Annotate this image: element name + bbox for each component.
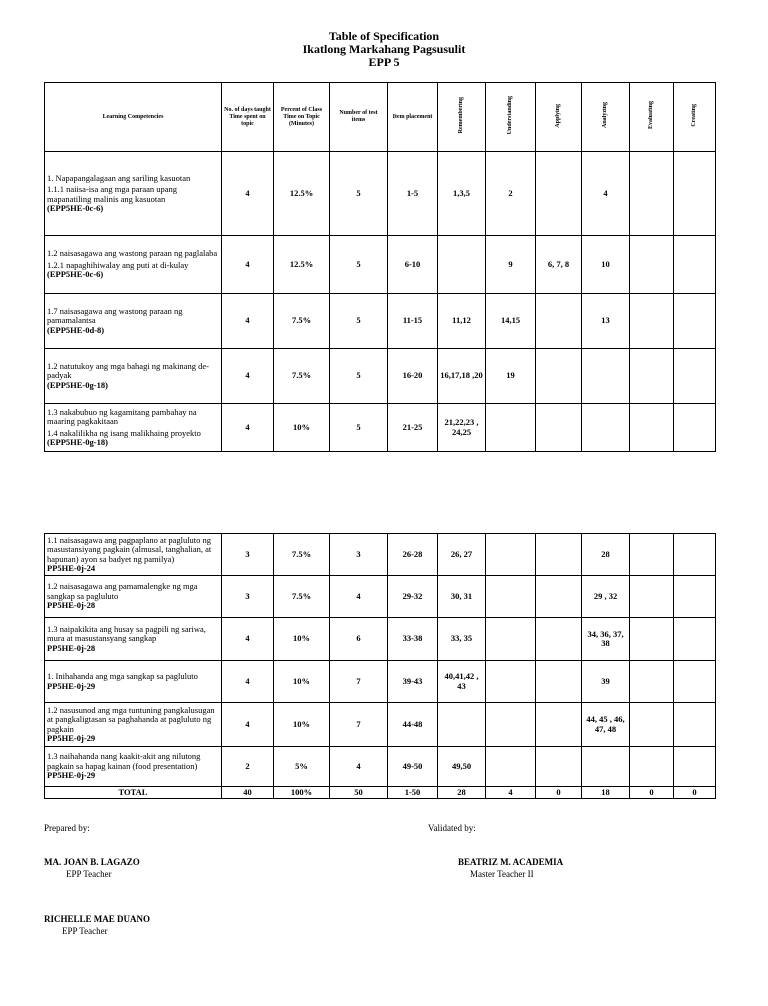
placement-cell: 33-38 [388, 618, 438, 661]
items-cell: 4 [330, 747, 388, 787]
days-cell: 4 [222, 349, 274, 404]
exam-title: Ikatlong Markahang Pagsusulit [302, 42, 466, 56]
prepared-by-label: Prepared by: [44, 823, 90, 833]
competency-code: PP5HE-0j-28 [47, 642, 96, 653]
understanding-cell [486, 404, 536, 452]
competency-cell [45, 236, 222, 294]
document-title: Table of Specification [328, 29, 440, 43]
remembering-cell: 26, 27 [438, 534, 486, 576]
competency-text: 1.4 nakalilikha ng isang malikhaing proyekto [47, 427, 201, 438]
percent-cell: 7.5% [274, 576, 330, 618]
percent-cell: 7.5% [274, 294, 330, 349]
creating-cell [674, 534, 716, 576]
header-remembering: Remembering [438, 83, 486, 152]
competency-text: 1.2 naisasagawa ang wastong paraan ng paglalaba [47, 248, 218, 259]
placement-cell: 11-15 [388, 294, 438, 349]
creating-cell [674, 703, 716, 747]
understanding-cell [486, 661, 536, 703]
total-items: 50 [330, 787, 388, 799]
applying-cell [536, 534, 582, 576]
header-analyzing: Analyzing [582, 83, 630, 152]
days-cell: 4 [222, 294, 274, 349]
evaluating-cell [630, 661, 674, 703]
remembering-cell: 40,41,42 , 43 [438, 661, 486, 703]
total-analyzing: 18 [582, 787, 630, 799]
items-cell: 5 [330, 152, 388, 236]
analyzing-cell [582, 349, 630, 404]
analyzing-cell: 44, 45 , 46, 47, 48 [582, 703, 630, 747]
days-cell: 3 [222, 534, 274, 576]
table-row [45, 618, 716, 661]
remembering-cell [438, 236, 486, 294]
understanding-cell: 14,15 [486, 294, 536, 349]
percent-cell: 10% [274, 618, 330, 661]
analyzing-cell: 29 , 32 [582, 576, 630, 618]
table-row [45, 349, 716, 404]
percent-cell: 7.5% [274, 349, 330, 404]
competency-cell [45, 618, 222, 661]
validated-by-label: Validated by: [428, 823, 476, 833]
evaluating-cell [630, 404, 674, 452]
competency-text: 1.7 naisasagawa ang wastong paraan ng pamamalantsa [47, 305, 183, 326]
competency-cell [45, 576, 222, 618]
header-applying: Applying [536, 83, 582, 152]
table-row [45, 576, 716, 618]
competency-text: 1.3 naipakikita ang husay sa pagpili ng sariwa, mura at masustansyang sangkap [47, 623, 206, 644]
competency-cell [45, 703, 222, 747]
total-placement: 1-50 [388, 787, 438, 799]
remembering-cell: 30, 31 [438, 576, 486, 618]
competency-text: 1.3 nakabubuo ng kagamitang pambahay na maaring pagkakitaan [47, 406, 197, 426]
analyzing-cell: 13 [582, 294, 630, 349]
competency-cell [45, 534, 222, 576]
header-competencies: Learning Competencies [45, 83, 222, 152]
competency-code: PP5HE-0j-29 [47, 770, 96, 781]
header-understanding: Understanding [486, 83, 536, 152]
competency-text: 1. Inihahanda ang mga sangkap sa pagluluto [47, 671, 198, 681]
remembering-cell: 21,22,23 , 24,25 [438, 404, 486, 452]
evaluating-cell [630, 703, 674, 747]
table-row [45, 747, 716, 787]
specification-table-2 [44, 533, 716, 799]
competency-cell [45, 152, 222, 236]
applying-cell [536, 294, 582, 349]
competency-code: (EPP5HE-0c-6) [47, 269, 104, 280]
total-row [45, 787, 716, 799]
placement-cell: 16-20 [388, 349, 438, 404]
total-understanding: 4 [486, 787, 536, 799]
remembering-cell: 33, 35 [438, 618, 486, 661]
placement-cell: 26-28 [388, 534, 438, 576]
understanding-cell: 2 [486, 152, 536, 236]
placement-cell: 29-32 [388, 576, 438, 618]
specification-table-1 [44, 82, 716, 452]
placement-cell: 44-48 [388, 703, 438, 747]
header-row [45, 83, 716, 152]
total-days: 40 [222, 787, 274, 799]
remembering-cell [438, 703, 486, 747]
competency-cell [45, 661, 222, 703]
table-row [45, 661, 716, 703]
header-percent: Percent of Class Time on Topic (Minutes) [274, 83, 330, 152]
creating-cell [674, 404, 716, 452]
competency-cell [45, 294, 222, 349]
table-row [45, 152, 716, 236]
validator-role: Master Teacher II [470, 869, 534, 879]
creating-cell [674, 294, 716, 349]
days-cell: 2 [222, 747, 274, 787]
items-cell: 5 [330, 404, 388, 452]
table-row [45, 703, 716, 747]
evaluating-cell [630, 618, 674, 661]
preparer-2-name: RICHELLE MAE DUANO [44, 914, 151, 924]
applying-cell: 6, 7, 8 [536, 236, 582, 294]
analyzing-cell: 34, 36, 37, 38 [582, 618, 630, 661]
competency-code: (EPP5HE-0g-18) [47, 437, 108, 447]
applying-cell [536, 618, 582, 661]
analyzing-cell: 10 [582, 236, 630, 294]
table-2-body [45, 534, 716, 787]
items-cell: 5 [330, 236, 388, 294]
competency-cell [45, 404, 222, 452]
analyzing-cell [582, 747, 630, 787]
items-cell: 5 [330, 294, 388, 349]
understanding-cell [486, 618, 536, 661]
total-applying: 0 [536, 787, 582, 799]
placement-cell: 6-10 [388, 236, 438, 294]
days-cell: 4 [222, 618, 274, 661]
remembering-cell: 49,50 [438, 747, 486, 787]
understanding-cell: 9 [486, 236, 536, 294]
table-row [45, 404, 716, 452]
days-cell: 4 [222, 152, 274, 236]
table-1-body [45, 152, 716, 452]
competency-code: PP5HE-0j-28 [47, 600, 96, 611]
percent-cell: 10% [274, 404, 330, 452]
competency-code: (EPP5HE-0c-6) [47, 203, 104, 213]
percent-cell: 7.5% [274, 534, 330, 576]
competency-code: (EPP5HE-0d-8) [47, 324, 105, 335]
placement-cell: 1-5 [388, 152, 438, 236]
competency-code: PP5HE-0j-24 [47, 563, 96, 573]
evaluating-cell [630, 534, 674, 576]
analyzing-cell [582, 404, 630, 452]
total-percent: 100% [274, 787, 330, 799]
understanding-cell [486, 703, 536, 747]
understanding-cell: 19 [486, 349, 536, 404]
placement-cell: 21-25 [388, 404, 438, 452]
creating-cell [674, 747, 716, 787]
competency-text: 1.2 naisasagawa ang pamamalengke ng mga sangkap sa pagluluto [47, 581, 198, 601]
competency-text: 1.2 nasusunod ang mga tuntuning pangkalusugan at pangkaligtasan sa paghahanda at pagluluto ng pagkain [47, 704, 215, 734]
competency-code: (EPP5HE-0g-18) [47, 379, 108, 390]
competency-text: 1.1.1 naiisa-isa ang mga paraan upang mapanatiling malinis ang kasuotan [47, 184, 178, 204]
creating-cell [674, 152, 716, 236]
total-evaluating: 0 [630, 787, 674, 799]
creating-cell [674, 661, 716, 703]
percent-cell: 12.5% [274, 236, 330, 294]
percent-cell: 10% [274, 703, 330, 747]
total-label: TOTAL [45, 787, 222, 799]
competency-text: 1. Napapangalagaan ang sariling kasuotan [47, 172, 191, 183]
evaluating-cell [630, 747, 674, 787]
evaluating-cell [630, 294, 674, 349]
days-cell: 3 [222, 576, 274, 618]
header-placement: Item placement [388, 83, 438, 152]
competency-text: 1.1 naisasagawa ang pagpaplano at pagluluto ng masustansiyang pagkain (almusal, tanghalian, at hapunan) ayon sa badyet ng pamilya) [47, 534, 212, 564]
validator-name: BEATRIZ M. ACADEMIA [458, 857, 564, 867]
header-creating: Creating [674, 83, 716, 152]
competency-text: 1.2.1 napaghihiwalay ang puti at di-kulay [47, 259, 189, 270]
days-cell: 4 [222, 404, 274, 452]
evaluating-cell [630, 576, 674, 618]
competency-code: PP5HE-0j-29 [47, 733, 96, 743]
evaluating-cell [630, 152, 674, 236]
analyzing-cell: 39 [582, 661, 630, 703]
competency-text: 1.2 natutukoy ang mga bahagi ng makinang de-padyak [47, 360, 209, 381]
applying-cell [536, 349, 582, 404]
competency-cell [45, 349, 222, 404]
preparer-2-role: EPP Teacher [62, 926, 108, 936]
table-row [45, 294, 716, 349]
percent-cell: 12.5% [274, 152, 330, 236]
understanding-cell [486, 534, 536, 576]
items-cell: 4 [330, 576, 388, 618]
competency-text: 1.3 naihahanda nang kaakit-akit ang nilutong pagkain sa hapag kainan (food presentation) [47, 751, 201, 771]
percent-cell: 5% [274, 747, 330, 787]
applying-cell [536, 703, 582, 747]
creating-cell [674, 236, 716, 294]
table-row [45, 534, 716, 576]
applying-cell [536, 576, 582, 618]
items-cell: 5 [330, 349, 388, 404]
total-creating: 0 [674, 787, 716, 799]
percent-cell: 10% [274, 661, 330, 703]
header-days: No. of days taught Time spent on topic [222, 83, 274, 152]
items-cell: 7 [330, 703, 388, 747]
evaluating-cell [630, 349, 674, 404]
subject-title: EPP 5 [368, 55, 400, 69]
remembering-cell: 11,12 [438, 294, 486, 349]
competency-cell [45, 747, 222, 787]
placement-cell: 39-43 [388, 661, 438, 703]
days-cell: 4 [222, 236, 274, 294]
understanding-cell [486, 576, 536, 618]
remembering-cell: 16,17,18 ,20 [438, 349, 486, 404]
applying-cell [536, 152, 582, 236]
evaluating-cell [630, 236, 674, 294]
competency-code: PP5HE-0j-29 [47, 680, 96, 691]
days-cell: 4 [222, 703, 274, 747]
analyzing-cell: 28 [582, 534, 630, 576]
applying-cell [536, 747, 582, 787]
applying-cell [536, 404, 582, 452]
analyzing-cell: 4 [582, 152, 630, 236]
header-items: Number of test items [330, 83, 388, 152]
items-cell: 7 [330, 661, 388, 703]
total-remembering: 28 [438, 787, 486, 799]
remembering-cell: 1,3,5 [438, 152, 486, 236]
items-cell: 3 [330, 534, 388, 576]
preparer-1-name: MA. JOAN B. LAGAZO [44, 857, 140, 867]
placement-cell: 49-50 [388, 747, 438, 787]
creating-cell [674, 349, 716, 404]
understanding-cell [486, 747, 536, 787]
items-cell: 6 [330, 618, 388, 661]
creating-cell [674, 618, 716, 661]
creating-cell [674, 576, 716, 618]
applying-cell [536, 661, 582, 703]
preparer-1-role: EPP Teacher [66, 869, 112, 879]
table-row [45, 236, 716, 294]
days-cell: 4 [222, 661, 274, 703]
header-evaluating: Evaluating [630, 83, 674, 152]
